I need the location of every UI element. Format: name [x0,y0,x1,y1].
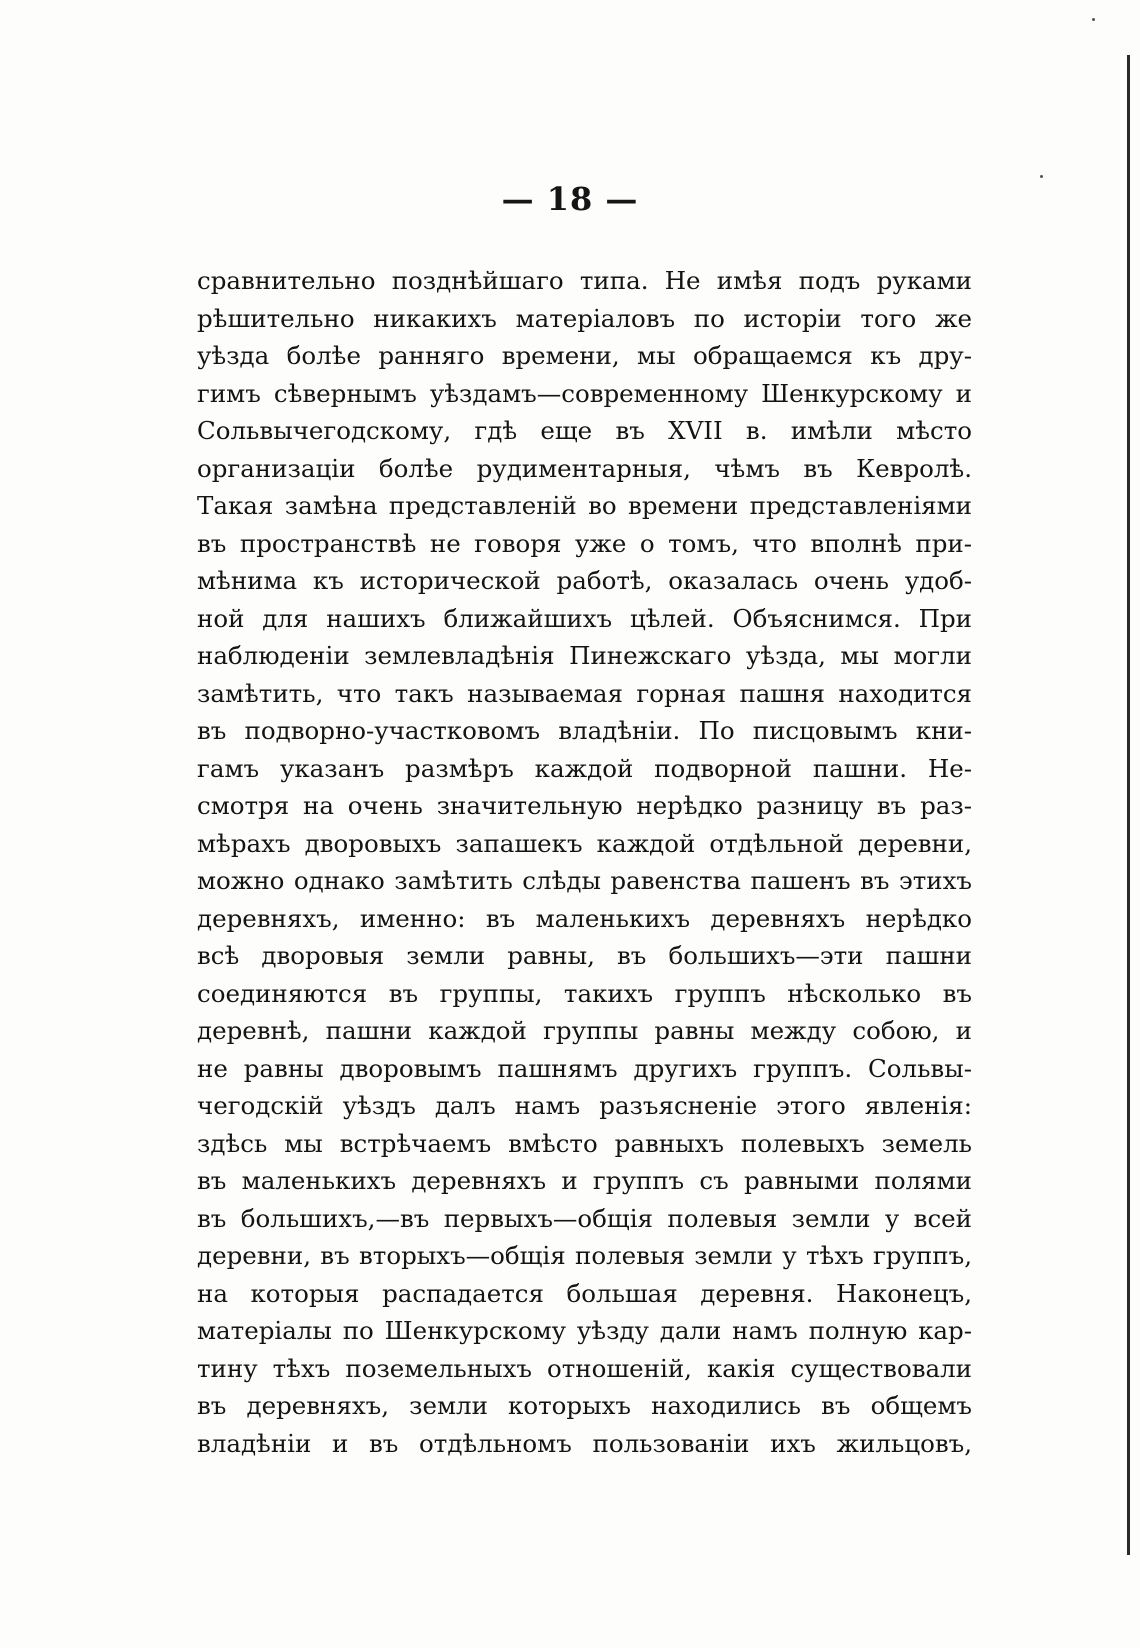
text-line: рѣшительно никакихъ матеріаловъ по исторіи того же [197,303,972,333]
text-line: деревни, въ вторыхъ—общія полевыя земли у тѣхъ группъ, [197,1241,972,1270]
text-line: гимъ сѣвернымъ уѣздамъ—современному Шенкурскому и [197,378,972,408]
text-line: здѣсь мы встрѣчаемъ вмѣсто равныхъ полевыхъ земель [197,1128,972,1158]
page-number: — 18 — [501,180,639,218]
text-line: въ деревняхъ, земли которыхъ находились въ общемъ [197,1391,972,1420]
text-line: гамъ указанъ размѣръ каждой подворной пашни. Не- [197,753,972,783]
page-edge-line [1127,55,1130,1555]
text-line: мѣнима къ исторической работѣ, оказалась очень удоб- [197,566,972,595]
text-line: ной для нашихъ ближайшихъ цѣлей. Объяснимся. При [197,603,972,633]
text-line: чегодскій уѣздъ далъ намъ разъясненіе этого явленія: [197,1091,972,1120]
text-line: уѣзда болѣе ранняго времени, мы обращаемся къ дру- [197,341,972,370]
text-line: сравнительно позднѣйшаго типа. Не имѣя подъ руками [197,266,972,295]
text-line: тину тѣхъ поземельныхъ отношеній, какія существовали [197,1353,972,1383]
text-line: въ подворно-участковомъ владѣніи. По писцовымъ кни- [197,716,972,745]
print-speck [1092,18,1095,21]
text-line: можно однако замѣтить слѣды равенства пашенъ въ этихъ [197,866,972,895]
text-line: владѣніи и въ отдѣльномъ пользованіи ихъ жильцовъ, [197,1428,972,1458]
text-line: смотря на очень значительную нерѣдко разницу въ раз- [197,791,972,820]
text-line: замѣтить, что такъ называемая горная пашня находится [197,678,972,708]
print-speck [1040,175,1043,178]
text-line: наблюденіи землевладѣнія Пинежскаго уѣзда, мы могли [197,641,972,670]
text-line: соединяются въ группы, такихъ группъ нѣсколько въ [197,978,972,1008]
text-line: на которыя распадается большая деревня. Наконецъ, [197,1278,972,1308]
text-line: деревняхъ, именно: въ маленькихъ деревняхъ нерѣдко [197,903,972,933]
text-line: деревнѣ, пашни каждой группы равны между собою, и [197,1016,972,1045]
text-line: въ маленькихъ деревняхъ и группъ съ равными полями [197,1166,972,1195]
text-line: организаціи болѣе рудиментарныя, чѣмъ въ Кевролѣ. [197,453,972,483]
text-line: Сольвычегодскому, гдѣ еще въ XVII в. имѣли мѣсто [197,416,972,445]
text-line: въ пространствѣ не говоря уже о томъ, что вполнѣ при- [197,528,972,558]
text-line: всѣ дворовыя земли равны, въ большихъ—эти пашни [197,941,972,970]
body-text [197,262,972,1462]
text-line: матеріалы по Шенкурскому уѣзду дали намъ полную кар- [197,1316,972,1345]
text-line: Такая замѣна представленій во времени представленіями [197,491,972,520]
text-line: въ большихъ,—въ первыхъ—общія полевыя земли у всей [197,1203,972,1233]
text-line: не равны дворовымъ пашнямъ другихъ группъ. Сольвы- [197,1053,972,1083]
text-line: мѣрахъ дворовыхъ запашекъ каждой отдѣльной деревни, [197,828,972,858]
